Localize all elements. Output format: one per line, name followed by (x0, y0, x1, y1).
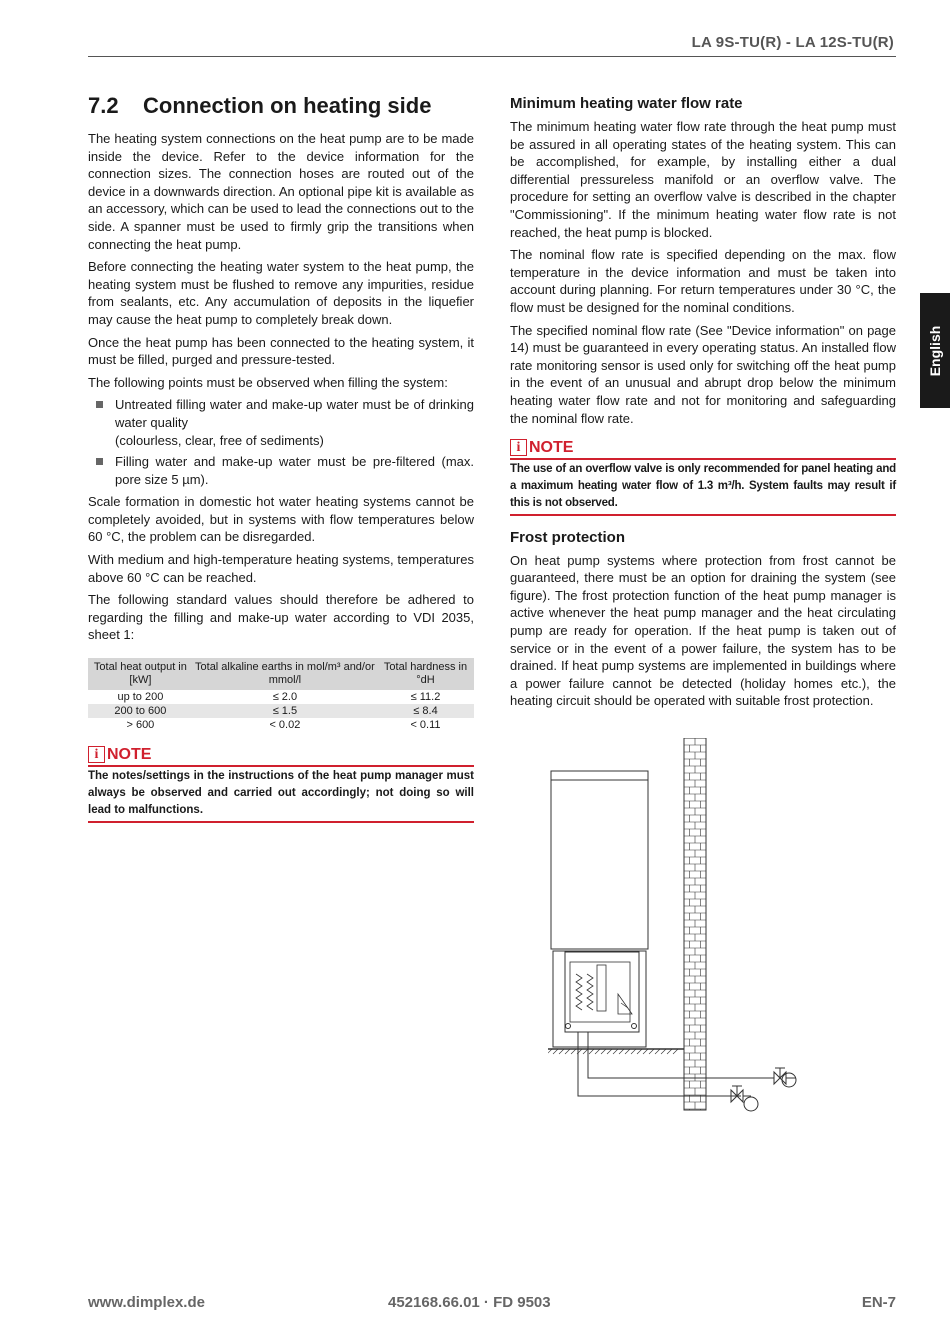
note-heading (510, 439, 896, 457)
column-header: Total heat output in [kW] (88, 658, 193, 690)
drain-valve-upper (774, 1068, 796, 1087)
note-heading (88, 746, 474, 764)
frost-protection-drain-figure (548, 738, 808, 1118)
filling-requirements-list (88, 396, 474, 488)
table-cell: ≤ 1.5 (193, 704, 377, 718)
website-link[interactable]: www.dimplex.de (88, 1294, 205, 1311)
info-icon: i (88, 746, 105, 763)
header-divider (88, 56, 896, 57)
bullet-square-icon (96, 458, 103, 465)
brick-wall (684, 738, 706, 1110)
table-row (88, 718, 474, 732)
column-header: Total hardness in °dH (377, 658, 474, 690)
section-number: 7.2 (88, 93, 119, 118)
paragraph: Once the heat pump has been connected to the heating system, it must be filled, purged and pressure-tested. (88, 334, 474, 368)
paragraph: Scale formation in domestic hot water heating systems cannot be completely avoided, but in systems with flow temperatures below 60 °C, the problem can be disregarded. (88, 494, 474, 545)
note-divider (88, 821, 474, 823)
table-cell: < 0.02 (269, 718, 301, 731)
paragraph: Before connecting the heating water system to the heat pump, the heating system must be flushed to remove any impurities, residue from sealants, etc. Any accumulation of deposits in the liquefier may cause the heat pump to completely break down. (88, 259, 474, 327)
document-number: 452168.66.01 · FD 9503 (388, 1294, 551, 1311)
overflow-valve-note (510, 439, 896, 516)
table-cell: ≤ 8.4 (377, 704, 474, 718)
left-column (88, 92, 474, 823)
table-row (88, 690, 474, 704)
table-cell: 200 to 600 (88, 704, 193, 718)
table-cell: ≤ 2.0 (272, 690, 298, 703)
language-tab: English (920, 293, 950, 408)
paragraph: The heating system connections on the heat pump are to be made inside the device. Refer to the device information for the connection sizes. The connection hoses are routed out of the device in a downwards direction. An optional pipe kit is available as an accessory, which can be used to lead the connections out to the side. A spanner must be used to firmly grip the transitions when connecting the heat pump. (88, 131, 474, 252)
table-cell: < 0.11 (410, 718, 441, 731)
subheading: Frost protection (510, 528, 625, 546)
storage-unit (565, 952, 639, 1032)
paragraph: With medium and high-temperature heating systems, temperatures above 60 °C can be reached. (88, 552, 474, 585)
note-label: NOTE (107, 746, 152, 764)
drain-valve-lower (731, 1086, 758, 1111)
paragraph: The nominal flow rate is specified depending on the max. flow temperature in the device information and must be taken into account during planning. For return temperatures under 30 °C, the flow must be designed for the nominal conditions. (510, 247, 896, 315)
note-divider (510, 514, 896, 516)
drain-pipes (578, 1032, 774, 1096)
paragraph: The minimum heating water flow rate through the heat pump must be assured in all operating states of the heating system. This can be accomplished, for example, by installing either a dual differential pressureless manifold or an overflow valve. The procedure for setting an overflow valve is described in the chapter "Commissioning". If the minimum heating water flow rate is not reached, the heat pump is blocked. (510, 119, 896, 240)
section-title: Connection on heating side (143, 93, 432, 118)
water-hardness-table (88, 658, 474, 732)
right-column (510, 94, 896, 715)
note-label: NOTE (529, 439, 574, 457)
column-header: Total alkaline earths in mol/m³ and/or mmol/l (193, 658, 377, 690)
note-text: The use of an overflow valve is only recommended for panel heating and a maximum heating water flow of 1.3 m³/h. System faults may result if this is not observed. (510, 462, 896, 509)
subheading: Minimum heating water flow rate (510, 95, 743, 112)
paragraph: The following points must be observed when filling the system: (88, 374, 448, 390)
table-cell: > 600 (126, 718, 155, 731)
info-icon: i (510, 439, 527, 456)
table-cell: up to 200 (117, 690, 164, 703)
table-row (88, 704, 474, 718)
manager-note (88, 746, 474, 823)
paragraph: The following standard values should therefore be adhered to regarding the filling and make-up water according to VDI 2035, sheet 1: (88, 592, 474, 643)
table-header-row (88, 658, 474, 690)
page-number: EN-7 (861, 1294, 896, 1311)
heat-pump-cabinet (551, 771, 648, 949)
section-heading (88, 92, 474, 120)
paragraph: The specified nominal flow rate (See "Device information" on page 14) must be guaranteed in every operating status. An installed flow rate monitoring sensor is used only for switching off the heat pump in the event of an unusual and abrupt drop below the minimum heating water flow rate and not for monitoring and safeguarding the nominal flow rate. (510, 322, 896, 426)
table-cell: ≤ 11.2 (410, 690, 441, 703)
bullet-square-icon (96, 401, 103, 408)
list-item: Untreated filling water and make-up water must be of drinking water quality (colourless, clear, free of sediments) (88, 396, 474, 449)
heat-pump-base (553, 951, 646, 1047)
document-title: LA 9S-TU(R) - LA 12S-TU(R) (691, 34, 894, 51)
list-item: Filling water and make-up water must be pre-filtered (max. pore size 5 µm). (88, 453, 474, 488)
paragraph: On heat pump systems where protection from frost cannot be guaranteed, there must be an option for draining the system (see figure). The frost protection function of the heat pump manager is active whenever the heat pump manager and the heat circulating pump are ready for operation. If the heat pump is taken out of service or in the event of a power failure, the system has to be drained. If heat pump systems are implemented in buildings where a power failure cannot be detected (holiday homes etc.), the heating circuit should be operated with suitable frost protection. (510, 552, 896, 709)
note-text: The notes/settings in the instructions of the heat pump manager must always be observed and carried out accordingly; not doing so will lead to malfunctions. (88, 769, 474, 816)
